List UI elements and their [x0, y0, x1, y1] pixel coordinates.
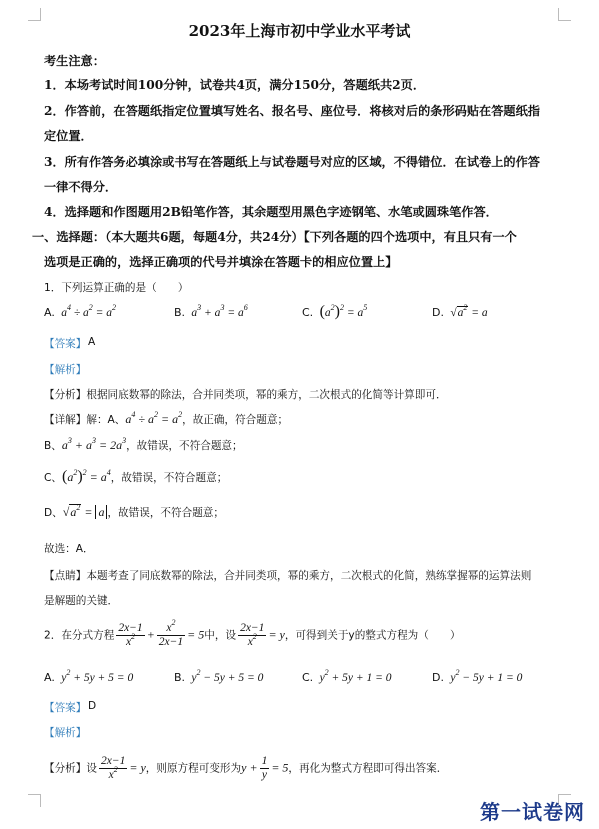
conclusion: 故选：A． — [44, 543, 94, 555]
text: ，再化为整式方程即可得出答案． — [288, 762, 448, 775]
question-stem: 2．在分式方程 $\frac{2x-1}{x^2}$ + $\frac{x^2}{2x-1}$ = 5中，设 $\frac{2x-1}{x^2}$ = y，可得到关于y的整式方程为（ ） — [44, 618, 461, 648]
option-a: A. $y^2 + 5y + 5 = 0$ — [44, 668, 134, 684]
tag-label: 【分析】 — [44, 762, 87, 775]
notice-line: 1．本场考试时间100分钟，试卷共4页，满分150分，答题纸共2页． — [44, 78, 426, 92]
notice-line: 4．选择题和作图题用2B铅笔作答，其余题型用黑色字迹钢笔、水笔或圆珠笔作答． — [44, 205, 498, 219]
option-b: B. $a^3 + a^3 = a^6$ — [174, 303, 248, 319]
exam-title: 2023年上海市初中学业水平考试 — [188, 22, 411, 40]
option-letter: C. — [302, 306, 314, 319]
analysis-tag: 【解析】 — [44, 364, 87, 376]
analysis-text — [44, 387, 447, 402]
detail-line: 【详解】解：A、$a^4 \div a^2 = a^2$，故正确，符合题意； — [44, 410, 289, 426]
answer-tag: 【答案】 — [44, 338, 87, 350]
option-c: C. $(a^2)^2 = a^5$ — [302, 303, 368, 320]
answer-value: D — [88, 700, 97, 712]
text: C、 — [44, 472, 62, 484]
section-heading: 选项是正确的，选择正确项的代号并填涂在答题卡的相应位置上】 — [44, 255, 398, 269]
notice-line: 一律不得分． — [44, 180, 118, 194]
option-d: D. $√a^2 = a$ — [432, 303, 488, 319]
answer-value: A — [88, 336, 96, 348]
text: 根据同底数幂的除法，合并同类项，幂的乘方，二次根式的化简等计算即可． — [86, 389, 447, 401]
crop-mark — [28, 794, 41, 807]
text: ，设 — [214, 629, 237, 642]
detail-line: B、$a^3 + a^3 = 2a^3$，故错误，不符合题意； — [44, 436, 243, 452]
answer-tag: 【答案】 — [44, 702, 87, 714]
option-c: C. $y^2 + 5y + 1 = 0$ — [302, 668, 392, 684]
option-letter: D. — [432, 671, 444, 684]
option-letter: D. — [432, 306, 444, 319]
notice-heading: 考生注意： — [44, 54, 105, 68]
option-a: A. $a^4 \div a^2 = a^2$ — [44, 303, 117, 319]
notice-line: 3．所有作答务必填涂或书写在答题纸上与试卷题号对应的区域，不得错位．在试卷上的作答 — [44, 155, 540, 169]
detail-line: C、$(a^2)^2 = a^4$，故错误，不符合题意； — [44, 468, 228, 485]
text: 设 — [86, 762, 97, 775]
text: ，则原方程可变形为 — [145, 762, 242, 775]
site-watermark: 第一试卷网 — [480, 800, 585, 824]
text: B、 — [44, 440, 62, 452]
option-letter: A. — [44, 671, 55, 684]
option-letter: B. — [174, 306, 186, 319]
text: ，故错误，不符合题意； — [126, 440, 243, 452]
option-d: D. $y^2 - 5y + 1 = 0$ — [432, 668, 523, 684]
option-letter: C. — [302, 671, 314, 684]
text: ，可得到关于y的整式方程为（ ） — [284, 629, 461, 642]
text: 2．在分式方程 — [44, 629, 115, 642]
notice-line: 定位置． — [44, 129, 93, 143]
notice-line: 2．作答前，在答题纸指定位置填写姓名、报名号、座位号．将核对后的条形码贴在答题纸指 — [44, 104, 540, 118]
text: ，故错误，不符合题意； — [110, 472, 228, 484]
text: 解：A、 — [86, 414, 126, 426]
analysis-text: 【分析】设 $\frac{2x-1}{x^2}$ = y，则原方程可变形为y + $\frac{1}{y}$ = 5，再化为整式方程即可得出答案． — [44, 755, 448, 781]
dianjing-line: 是解题的关键． — [44, 595, 119, 607]
option-letter: B. — [174, 671, 186, 684]
detail-line: D、$√a^2 = a$ ，故错误，不符合题意； — [44, 503, 224, 519]
analysis-tag: 【解析】 — [44, 727, 87, 739]
option-b: B. $y^2 - 5y + 5 = 0$ — [174, 668, 264, 684]
section-heading: 一、选择题：（本大题共6题，每题4分，共24分）【下列各题的四个选项中，有且只有一个 — [32, 230, 517, 244]
text: 本题考查了同底数幂的除法，合并同类项，幂的乘方，二次根式的化简，熟练掌握幂的运算法则 — [86, 570, 532, 582]
text: ，故错误，不符合题意； — [107, 507, 224, 519]
text: ，故正确，符合题意； — [182, 414, 289, 426]
question-stem: 1．下列运算正确的是（ ） — [44, 282, 189, 294]
option-letter: A. — [44, 306, 55, 319]
tag-label: 【详解】 — [44, 414, 87, 426]
tag-label: 【点睛】 — [44, 570, 87, 582]
text: D、 — [44, 507, 63, 519]
tag-label: 【分析】 — [44, 389, 87, 401]
dianjing-line — [44, 568, 531, 583]
